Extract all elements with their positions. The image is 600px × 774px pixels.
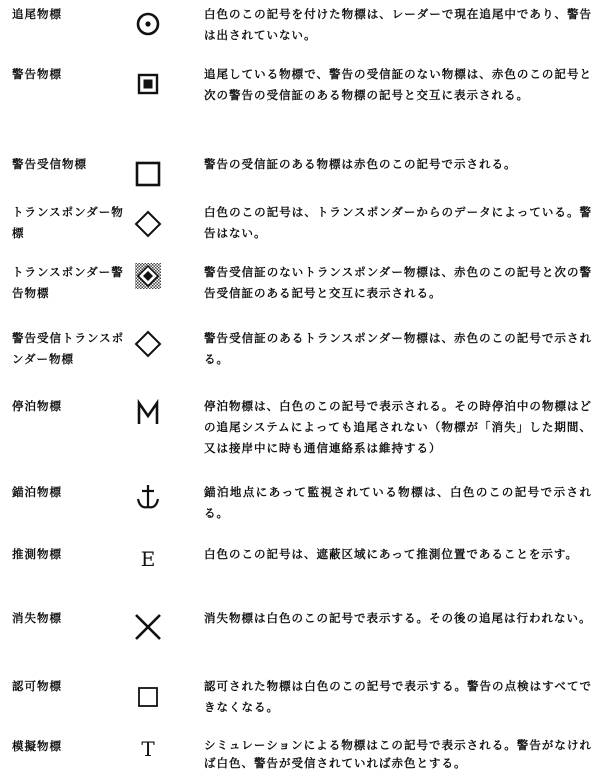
diamond-outline-icon [128, 329, 168, 359]
term-moored-target: 停泊物標 [12, 399, 62, 413]
small-square-icon [128, 682, 168, 712]
term-transponder-warning-target: トランスポンダー警告物標 [12, 265, 124, 300]
desc-acknowledged-transponder-target: 警告受信証のあるトランスポンダー物標は、赤色のこの記号で示される。 [204, 331, 592, 366]
letter-t-icon [128, 734, 168, 764]
dotted-circle-icon [128, 9, 168, 39]
desc-lost-target: 消失物標は白色のこの記号で表示する。その後の追尾は行われない。 [204, 611, 592, 625]
hatched-diamond-icon [128, 261, 168, 291]
term-transponder-target: トランスポンダー物標 [12, 205, 124, 240]
desc-anchored-target: 錨泊地点にあって監視されている物標は、白色のこの記号で示される。 [204, 485, 592, 520]
desc-dead-reckoning-target: 白色のこの記号は、遮蔽区域にあって推測位置であることを示す。 [204, 547, 578, 561]
svg-text:E: E [140, 547, 156, 571]
desc-transponder-target: 白色のこの記号は、トランスポンダーからのデータによっている。警告はない。 [204, 205, 592, 240]
x-cross-icon [128, 612, 168, 642]
desc-simulated-target: シミュレーションによる物標はこの記号で表示される。警告がなければ白色、警告が受信されていれば赤色とする。 [204, 738, 592, 770]
term-authorized-target: 認可物標 [12, 679, 62, 693]
term-lost-target: 消失物標 [12, 611, 62, 625]
term-tracked-target: 追尾物標 [12, 7, 62, 21]
filled-square-in-square-icon [128, 69, 168, 99]
letter-e-icon [128, 544, 168, 574]
diamond-outline-icon [128, 209, 168, 239]
term-anchored-target: 錨泊物標 [12, 485, 62, 499]
desc-authorized-target: 認可された物標は白色のこの記号で表示する。警告の点検はすべてできなくなる。 [204, 679, 592, 714]
desc-transponder-warning-target: 警告受信証のないトランスポンダー物標は、赤色のこの記号と次の警告受信証のある記号と交互に表示される。 [204, 265, 592, 300]
desc-warning-target: 追尾している物標で、警告の受信証のない物標は、赤色のこの記号と次の警告の受信証のある物標の記号と交互に表示される。 [204, 67, 592, 102]
svg-text:T: T [141, 737, 155, 761]
term-warning-acknowledged-target: 警告受信物標 [12, 157, 87, 171]
desc-warning-acknowledged-target: 警告の受信証のある物標は赤色のこの記号で示される。 [204, 157, 517, 171]
desc-tracked-target: 白色のこの記号を付けた物標は、レーダーで現在追尾中であり、警告は出されていない。 [204, 7, 592, 42]
letter-m-icon [128, 398, 168, 428]
square-outline-icon [128, 159, 168, 189]
term-dead-reckoning-target: 推測物標 [12, 547, 62, 561]
term-warning-target: 警告物標 [12, 67, 62, 81]
desc-moored-target: 停泊物標は、白色のこの記号で表示される。その時停泊中の物標はどの追尾システムによっても追尾されない（物標が「消失」した期間、又は接岸中に時も通信連絡系は維持する） [204, 399, 592, 455]
anchor-icon [128, 482, 168, 512]
term-acknowledged-transponder-target: 警告受信トランスポンダー物標 [12, 331, 125, 366]
term-simulated-target: 模擬物標 [12, 739, 62, 753]
